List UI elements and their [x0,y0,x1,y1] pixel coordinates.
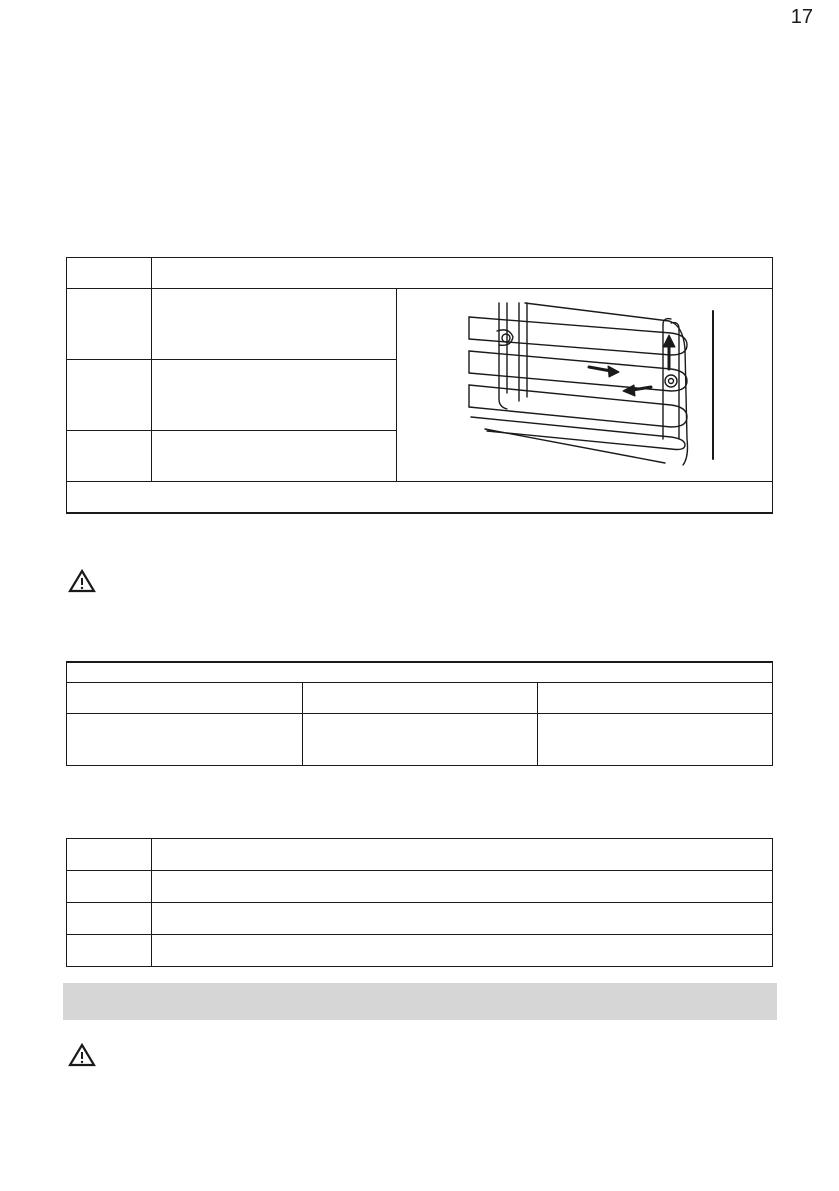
three-column-table-caption-rule [66,682,773,683]
four-row-table-col-rule [151,838,152,967]
warning-triangle-icon [68,1043,96,1067]
four-row-table-rule-1 [66,870,773,871]
warning-triangle-icon [68,569,96,593]
steps-table-note-rule [66,481,773,482]
steps-table-row-rule-1 [66,359,396,360]
steps-table-step-column-rule [151,257,152,481]
steps-table-row-rule-2 [66,430,396,431]
three-column-table-col-rule-1 [302,682,303,766]
three-column-table-col-rule-2 [537,682,538,766]
section-heading-bar [63,983,777,1020]
four-row-table-rule-3 [66,934,773,935]
page-number: 17 [790,6,813,28]
three-column-table-header-rule [66,713,773,714]
four-row-table-rule-2 [66,902,773,903]
shelf-rack-diagram-icon [397,289,772,480]
